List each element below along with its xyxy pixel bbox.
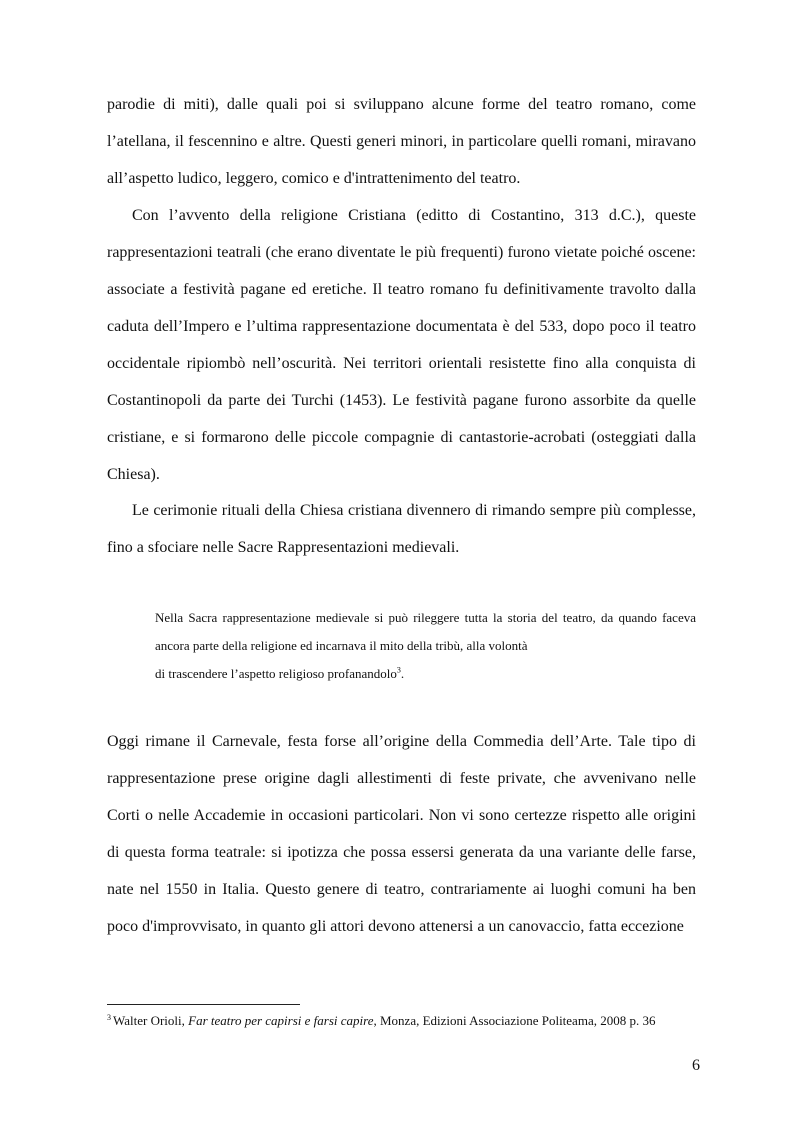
footnote-number: 3 [107,1012,111,1022]
quote-line-1: Nella Sacra rappresentazione medievale si può rileggere tutta la storia del teatro, da quando faceva ancora parte della religione ed incarnava il mito della tribù, alla volontà [155,610,696,653]
footnote-publication: , Monza, Edizioni Associazione Politeama, 2008 p. 36 [373,1013,656,1028]
paragraph-1: parodie di miti), dalle quali poi si sviluppano alcune forme del teatro romano, come l’atellana, il fescennino e altre. Questi generi minori, in particolare quelli romani, miravano all’aspetto ludico, leggero, comico e d'intrattenimento del teatro. [107,96,696,187]
block-quote [155,604,696,688]
quote-line-2 [155,660,696,688]
footnote-divider [107,1004,300,1005]
quote-period: . [400,666,405,681]
quote-text-end: di trascendere l’aspetto religioso profanandolo [155,666,397,681]
footnote [107,1012,727,1030]
paragraph-4: Oggi rimane il Carnevale, festa forse all’origine della Commedia dell’Arte. Tale tipo di rappresentazione prese origine dagli allestimenti di feste private, che avvenivano nelle Corti o nelle Accademie in occasioni particolari. Non vi sono certezze rispetto alle origini di questa forma teatrale: si ipotizza che possa essersi generata da una variante delle farse, nate nel 1550 in Italia. Questo genere di teatro, contrariamente ai luoghi comuni ha ben poco d'improvvisato, in quanto gli attori devono attenersi a un canovaccio, fatta eccezione [107,733,696,935]
paragraph-3: Le cerimonie rituali della Chiesa cristiana divennero di rimando sempre più complesse, fino a sfociare nelle Sacre Rappresentazioni medievali. [107,502,696,556]
footnote-author: Walter Orioli, [113,1013,189,1028]
footnote-reference[interactable]: 3 [396,665,401,675]
page-number: 6 [692,1057,700,1074]
footnote-title: Far teatro per capirsi e farsi capire [188,1013,374,1028]
paragraph-2: Con l’avvento della religione Cristiana (editto di Costantino, 313 d.C.), queste rappresentazioni teatrali (che erano diventate le più frequenti) furono vietate poiché oscene: associate a festività pagane ed eretiche. Il teatro romano fu definitivamente travolto dalla caduta dell’Impero e l’ultima rappresentazione documentata è del 533, dopo poco il teatro occidentale ripiombò nell’oscurità. Nei territori orientali resistette fino alla conquista di Costantinopoli da parte dei Turchi (1453). Le festività pagane furono assorbite da quelle cristiane, e si formarono delle piccole compagnie di cantastorie-acrobati (osteggiati dalla Chiesa). [107,207,696,483]
